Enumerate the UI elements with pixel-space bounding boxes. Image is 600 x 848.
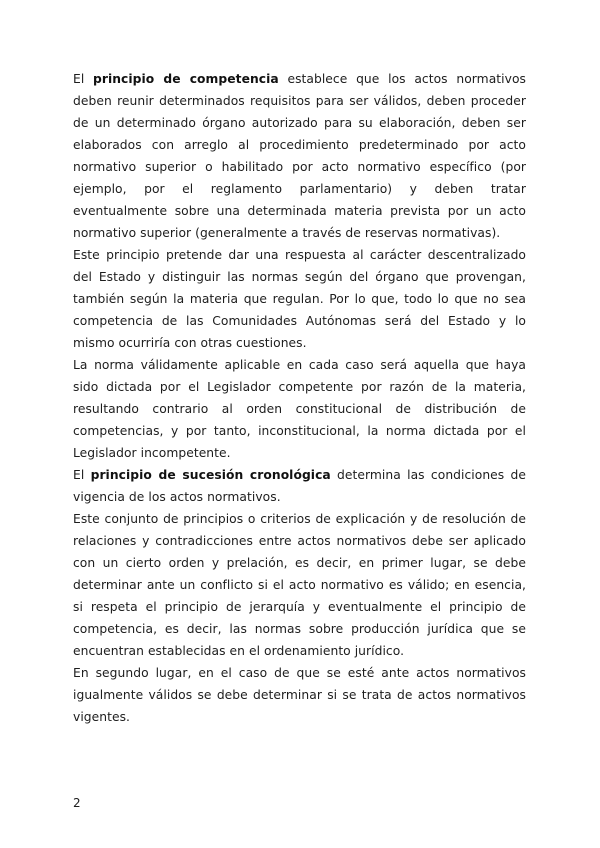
paragraph-principio-competencia [73,68,526,244]
paragraph-text: La norma válidamente aplicable en cada caso será aquella que haya sido dictada por el Legislador competente por razón de la materia, resultando contrario al orden constitucional de distribución de competencias, y por tanto, inconstitucional, la norma dictada por el Legislador incompetente. [73,358,526,460]
paragraph-text: determina las condiciones de vigencia de los actos normativos. [73,468,527,504]
paragraph-text: Este conjunto de principios o criterios de explicación y de resolución de relaciones y contradicciones entre actos normativos debe ser aplicado con un cierto orden y prelación, es decir, en primer lugar, se debe determinar ante un conflicto si el acto normativo es válido; en esencia, si respeta el principio de jerarquía y eventualmente el principio de competencia, es decir, las normas sobre producción jurídica que se encuentran establecidas en el ordenamiento jurídico. [73,512,526,658]
bold-term: principio de competencia [93,72,279,86]
paragraph-text: establece que los actos normativos deben reunir determinados requisitos para ser válidos, deben proceder de un determinado órgano autorizado para su elaboración, deben ser elaborados con arreglo al procedimiento predeterminado por acto normativo superior o habilitado por acto normativo específico (por ejemplo, por el reglamento parlamentario) y deben tratar eventualmente sobre una determinada materia prevista por un acto normativo superior (generalmente a través de reservas normativas). [73,72,526,240]
bold-term: principio de sucesión cronológica [90,468,331,482]
page-number: 2 [73,796,81,810]
paragraph-sucesion-cronologica [73,464,526,508]
paragraph-segundo-lugar [73,662,526,728]
paragraph-text: El [73,72,94,86]
paragraph-conjunto-principios [73,508,526,662]
paragraph-text: El [73,468,91,482]
document-body [73,68,526,728]
paragraph-text: En segundo lugar, en el caso de que se esté ante actos normativos igualmente válidos se debe determinar si se trata de actos normativos vigentes. [73,666,526,724]
paragraph-text: Este principio pretende dar una respuesta al carácter descentralizado del Estado y distinguir las normas según del órgano que provengan, también según la materia que regulan. Por lo que, todo lo que no sea competencia de las Comunidades Autónomas será del Estado y lo mismo ocurriría con otras cuestiones. [73,248,526,350]
paragraph-descentralizado [73,244,526,354]
paragraph-norma-aplicable [73,354,526,464]
